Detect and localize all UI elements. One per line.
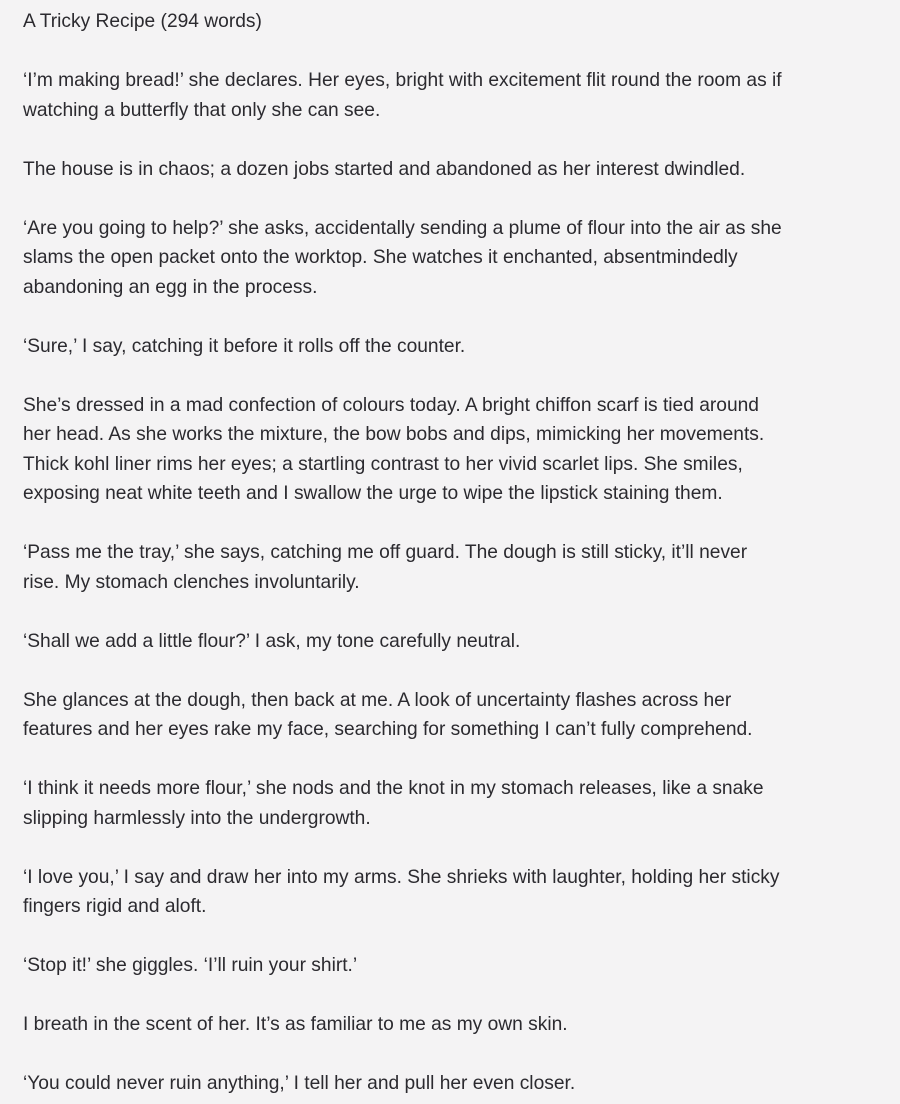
paragraph (23, 686, 876, 745)
paragraph (23, 774, 876, 833)
text-line: Thick kohl liner rims her eyes; a startling contrast to her vivid scarlet lips. She smiles, (23, 453, 743, 475)
paragraph (23, 1010, 876, 1040)
text-line: rise. My stomach clenches involuntarily. (23, 571, 360, 593)
text-line: her head. As she works the mixture, the bow bobs and dips, mimicking her movements. (23, 424, 765, 445)
paragraph (23, 627, 876, 657)
text-line: ‘Are you going to help?’ she asks, accidentally sending a plume of flour into the air as she (23, 217, 782, 239)
paragraph (23, 863, 876, 922)
text-line: She glances at the dough, then back at me. A look of uncertainty flashes across her (23, 689, 732, 711)
paragraph (23, 951, 876, 981)
text-line: ‘I love you,’ I say and draw her into my arms. She shrieks with laughter, holding her sticky (23, 866, 780, 888)
text-line: The house is in chaos; a dozen jobs started and abandoned as her interest dwindled. (23, 158, 746, 180)
text-line: She’s dressed in a mad confection of colours today. A bright chiffon scarf is tied around (23, 394, 759, 416)
text-line: I breath in the scent of her. It’s as familiar to me as my own skin. (23, 1014, 568, 1035)
text-line: ‘Shall we add a little flour?’ I ask, my tone carefully neutral. (23, 630, 521, 652)
text-line: ‘Sure,’ I say, catching it before it rolls off the counter. (23, 335, 466, 357)
document-title: A Tricky Recipe (294 words) (23, 11, 262, 32)
document-body (23, 66, 876, 1099)
text-line: ‘You could never ruin anything,’ I tell her and pull her even closer. (23, 1073, 576, 1094)
paragraph (23, 66, 876, 125)
text-line: slams the open packet onto the worktop. She watches it enchanted, absentmindedly (23, 247, 738, 268)
text-line: ‘I’m making bread!’ she declares. Her eyes, bright with excitement flit round the room as if (23, 70, 782, 91)
text-line: ‘Stop it!’ she giggles. ‘I’ll ruin your shirt.’ (23, 955, 358, 976)
text-line: watching a butterfly that only she can see. (23, 99, 381, 121)
text-line: ‘Pass me the tray,’ she says, catching me off guard. The dough is still sticky, it’ll never (23, 542, 748, 563)
paragraph (23, 391, 876, 509)
paragraph (23, 1069, 876, 1099)
paragraph (23, 214, 876, 303)
paragraph (23, 538, 876, 597)
text-line: ‘I think it needs more flour,’ she nods and the knot in my stomach releases, like a snake (23, 778, 764, 799)
text-line: exposing neat white teeth and I swallow the urge to wipe the lipstick staining them. (23, 483, 723, 504)
paragraph (23, 332, 876, 362)
text-line: abandoning an egg in the process. (23, 276, 318, 298)
paragraph (23, 155, 876, 185)
text-line: fingers rigid and aloft. (23, 896, 207, 917)
text-line: slipping harmlessly into the undergrowth. (23, 807, 371, 829)
text-line: features and her eyes rake my face, searching for something I can’t fully comprehend. (23, 719, 753, 740)
